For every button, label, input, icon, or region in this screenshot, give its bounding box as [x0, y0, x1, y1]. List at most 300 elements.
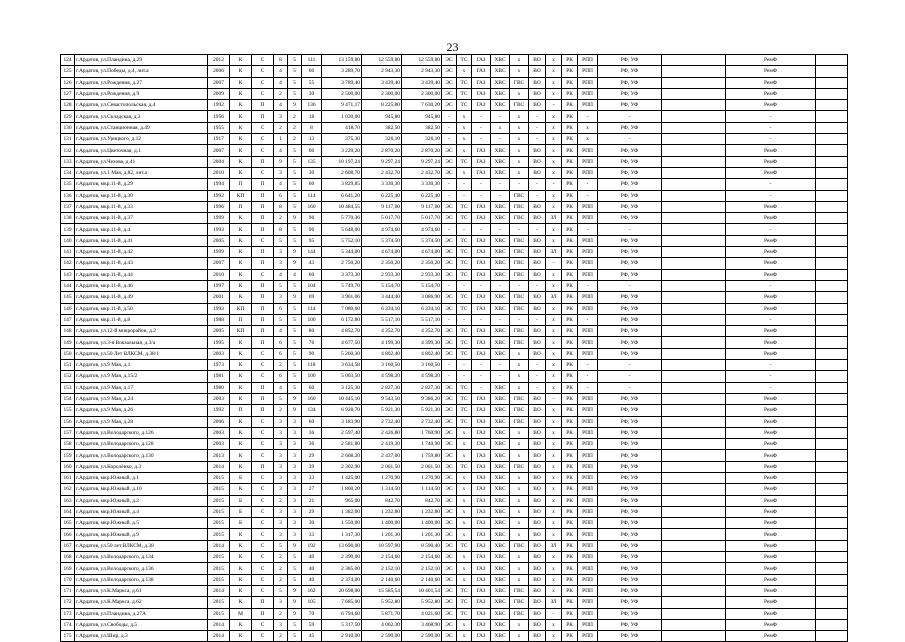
table-cell: 3 961,06	[322, 292, 362, 303]
table-cell: РФ, УФ	[598, 314, 662, 325]
table-cell: 8	[274, 201, 288, 212]
table-cell: 2003	[208, 348, 230, 359]
table-cell: ГАЗ	[472, 597, 491, 608]
table-cell: 5 952,80	[402, 597, 442, 608]
table-row	[61, 247, 848, 258]
table-cell: ВО	[529, 563, 546, 574]
table-cell: РФ, УФ	[598, 574, 662, 585]
address-cell: г.Ардатов, мкр.11-й, д.37	[75, 213, 208, 224]
row-number-cell: 131	[61, 134, 75, 145]
table-cell: ХВС	[491, 100, 510, 111]
table-cell: -	[726, 314, 816, 325]
table-cell: ГВС	[510, 326, 529, 337]
table-cell: ГАЗ	[472, 348, 491, 359]
table-cell: х	[457, 552, 472, 563]
table-cell: 2 390,00	[322, 552, 362, 563]
table-cell: РФ, УФ	[598, 439, 662, 450]
table-cell: РПП	[578, 348, 598, 359]
table-cell: РемФ	[726, 585, 816, 596]
table-cell: КП	[230, 190, 252, 201]
row-number-cell: 127	[61, 88, 75, 99]
table-cell: 1 382,00	[322, 506, 362, 517]
table-cell: ГАЗ	[472, 427, 491, 438]
table-cell: ГАЗ	[472, 145, 491, 156]
row-number-cell: 148	[61, 326, 75, 337]
table-cell: РК	[562, 337, 578, 348]
table-cell: РФ, УФ	[598, 563, 662, 574]
table-cell: х	[510, 484, 529, 495]
table-cell: РК	[562, 540, 578, 551]
table-cell: С	[252, 77, 274, 88]
table-cell: РФ, УФ	[598, 145, 662, 156]
table-cell: 2 437,00	[362, 450, 402, 461]
table-cell: 2	[274, 563, 288, 574]
table-cell: С	[252, 145, 274, 156]
table-cell: 3	[274, 247, 288, 258]
table-cell: х	[510, 371, 529, 382]
table-cell	[662, 608, 726, 619]
table-cell: РПП	[578, 258, 598, 269]
table-cell	[662, 303, 726, 314]
table-cell: 6	[274, 348, 288, 359]
table-cell	[662, 337, 726, 348]
row-number-cell: 167	[61, 540, 75, 551]
table-cell	[662, 563, 726, 574]
table-cell: 6	[274, 303, 288, 314]
table-cell: ГАЗ	[472, 405, 491, 416]
table-cell: РПП	[578, 608, 598, 619]
table-cell	[662, 518, 726, 529]
table-cell: х	[510, 450, 529, 461]
table-cell: 2004	[208, 156, 230, 167]
table-cell: РемФ	[726, 552, 816, 563]
table-row	[61, 371, 848, 382]
table-cell: ЭС	[442, 597, 457, 608]
table-cell: 2 750,20	[322, 258, 362, 269]
table-cell: К	[230, 427, 252, 438]
table-cell: РемФ	[726, 495, 816, 506]
table-cell: ЭС	[442, 382, 457, 393]
table-cell: 2 870,20	[362, 145, 402, 156]
table-cell: х	[510, 360, 529, 371]
table-cell: 105	[302, 597, 322, 608]
table-cell: ГВС	[510, 269, 529, 280]
table-cell: -	[578, 314, 598, 325]
table-cell: РПП	[578, 450, 598, 461]
table-cell: РК	[562, 518, 578, 529]
table-cell: С	[252, 235, 274, 246]
table-cell: -	[472, 382, 491, 393]
table-row	[61, 518, 848, 529]
table-cell: 9	[288, 405, 302, 416]
table-cell: -	[578, 382, 598, 393]
table-cell: П	[252, 201, 274, 212]
table-cell	[816, 495, 848, 506]
table-cell: 10 401,54	[402, 585, 442, 596]
table-cell: ГАЗ	[472, 540, 491, 551]
address-cell: г.Ардатов, ул.Победы, д.4, лит.а	[75, 66, 208, 77]
table-cell: 1980	[208, 382, 230, 393]
table-cell	[662, 179, 726, 190]
table-cell: 2 154,60	[362, 552, 402, 563]
table-cell: 3 160,50	[362, 360, 402, 371]
table-cell: С	[252, 88, 274, 99]
table-cell: 39	[302, 461, 322, 472]
table-cell	[816, 461, 848, 472]
table-cell: К	[230, 461, 252, 472]
table-cell: ГАЗ	[472, 326, 491, 337]
table-cell: 5	[274, 280, 288, 291]
table-cell: 3	[288, 472, 302, 483]
table-cell	[662, 631, 726, 642]
table-cell	[816, 382, 848, 393]
table-cell: К	[230, 111, 252, 122]
row-number-cell: 144	[61, 280, 75, 291]
table-row	[61, 416, 848, 427]
table-cell: х	[546, 156, 562, 167]
table-cell: 5 003,50	[322, 371, 362, 382]
table-cell	[662, 224, 726, 235]
table-row	[61, 134, 848, 145]
table-cell: 1973	[208, 360, 230, 371]
table-cell: 162	[302, 585, 322, 596]
table-row	[61, 235, 848, 246]
table-cell	[816, 529, 848, 540]
table-cell: РК	[562, 179, 578, 190]
table-cell: х	[546, 190, 562, 201]
table-cell: РК	[562, 167, 578, 178]
table-cell: ЭС	[442, 552, 457, 563]
table-cell: 5 260,30	[322, 348, 362, 359]
table-cell	[816, 506, 848, 517]
table-cell: -	[491, 314, 510, 325]
table-cell: 15 585,54	[362, 585, 402, 596]
address-cell: г.Ардатов, ул.Королёнко, д.3	[75, 461, 208, 472]
table-cell: РФ, УФ	[598, 506, 662, 517]
table-cell: РемФ	[726, 439, 816, 450]
table-cell: РК	[562, 224, 578, 235]
table-cell: ГАЗ	[472, 506, 491, 517]
table-cell: ЭС	[442, 563, 457, 574]
table-cell: ХВС	[491, 235, 510, 246]
row-number-cell: 174	[61, 619, 75, 630]
table-cell: 100	[302, 314, 322, 325]
table-cell: 2	[288, 122, 302, 133]
table-cell: 96	[302, 224, 322, 235]
table-cell: х	[457, 631, 472, 642]
table-cell: РемФ	[726, 77, 816, 88]
table-cell: 5 952,80	[362, 597, 402, 608]
table-cell: Б	[230, 506, 252, 517]
table-row	[61, 167, 848, 178]
table-cell: ВО	[529, 597, 546, 608]
table-row	[61, 77, 848, 88]
table-cell: х	[457, 450, 472, 461]
table-cell: х	[546, 427, 562, 438]
table-cell: х	[457, 472, 472, 483]
table-cell: -	[491, 280, 510, 291]
table-row	[61, 574, 848, 585]
table-cell: К	[230, 348, 252, 359]
table-cell: ГВС	[510, 540, 529, 551]
table-cell: 6 794,60	[322, 608, 362, 619]
table-cell: ТС	[457, 608, 472, 619]
table-cell: х	[510, 574, 529, 585]
row-number-cell: 146	[61, 303, 75, 314]
table-cell: ЭС	[442, 484, 457, 495]
table-cell: -	[457, 314, 472, 325]
table-row	[61, 563, 848, 574]
row-number-cell: 133	[61, 156, 75, 167]
table-cell: ГВС	[510, 608, 529, 619]
table-cell: -	[442, 134, 457, 145]
table-cell: 1 030,00	[322, 111, 362, 122]
table-cell: РК	[562, 100, 578, 111]
row-number-cell: 140	[61, 235, 75, 246]
table-cell: ХВС	[491, 540, 510, 551]
table-cell: РК	[562, 111, 578, 122]
table-cell: 2007	[208, 258, 230, 269]
table-cell: 135	[302, 156, 322, 167]
table-cell: -	[510, 314, 529, 325]
table-cell	[816, 179, 848, 190]
table-cell: РК	[562, 190, 578, 201]
table-cell: -	[578, 224, 598, 235]
row-number-cell: 173	[61, 608, 75, 619]
row-number-cell: 172	[61, 597, 75, 608]
table-cell: ЭС	[442, 529, 457, 540]
table-cell: 2015	[208, 552, 230, 563]
table-cell: -	[546, 393, 562, 404]
table-cell: 3	[288, 495, 302, 506]
table-cell: ЭС	[442, 88, 457, 99]
table-cell	[816, 393, 848, 404]
table-cell: ХВС	[491, 337, 510, 348]
row-number-cell: 132	[61, 145, 75, 156]
table-cell: х	[457, 111, 472, 122]
table-cell: П	[252, 258, 274, 269]
table-cell: ГВС	[510, 77, 529, 88]
table-cell: х	[546, 337, 562, 348]
table-cell: 4 062,30	[362, 619, 402, 630]
table-cell: К	[230, 122, 252, 133]
table-cell: РФ, УФ	[598, 484, 662, 495]
address-cell: г.Ардатов, ул.3-я Вокзальная, д.3/а	[75, 337, 208, 348]
table-cell: РК	[562, 382, 578, 393]
table-cell: 9	[288, 100, 302, 111]
table-cell: 3	[288, 529, 302, 540]
table-cell: 1999	[208, 213, 230, 224]
table-cell: РК	[562, 88, 578, 99]
table-cell: х	[546, 631, 562, 642]
table-cell: -	[726, 382, 816, 393]
table-cell	[662, 77, 726, 88]
table-cell: ВО	[529, 405, 546, 416]
table-cell	[816, 585, 848, 596]
table-cell: х	[546, 167, 562, 178]
table-cell: ВО	[529, 247, 546, 258]
address-cell: г.Ардатов, мкр.11-й, д.30	[75, 190, 208, 201]
table-cell: -	[529, 280, 546, 291]
table-cell: ГАЗ	[472, 518, 491, 529]
table-cell: РемФ	[726, 619, 816, 630]
table-cell: ВО	[529, 506, 546, 517]
table-cell: РемФ	[726, 529, 816, 540]
table-row	[61, 360, 848, 371]
table-cell: П	[252, 597, 274, 608]
table-cell: 2	[274, 631, 288, 642]
table-cell: РПП	[578, 100, 598, 111]
table-cell: 5	[288, 156, 302, 167]
table-cell: ТС	[457, 213, 472, 224]
table-cell: К	[230, 88, 252, 99]
table-cell: 5	[288, 88, 302, 99]
table-cell: ВО	[529, 427, 546, 438]
table-cell: 3	[288, 461, 302, 472]
table-cell	[662, 416, 726, 427]
table-cell: ХВС	[491, 247, 510, 258]
table-cell: -	[491, 134, 510, 145]
table-cell: С	[252, 416, 274, 427]
table-cell: 2013	[208, 450, 230, 461]
table-cell: 2003	[208, 427, 230, 438]
table-cell: ГВС	[510, 201, 529, 212]
table-cell: П	[252, 405, 274, 416]
address-cell: г.Ардатов, мкр.11-й, д.8	[75, 314, 208, 325]
table-cell: х	[510, 111, 529, 122]
table-cell: РК	[562, 597, 578, 608]
table-cell: 2015	[208, 608, 230, 619]
row-number-cell: 137	[61, 201, 75, 212]
table-cell: -	[529, 224, 546, 235]
table-cell: ХВС	[491, 145, 510, 156]
table-cell: 9	[288, 608, 302, 619]
table-cell: ТС	[457, 269, 472, 280]
table-cell: 2 943,30	[402, 66, 442, 77]
table-cell: -	[442, 111, 457, 122]
table-cell: 5 871,70	[362, 608, 402, 619]
table-cell: РФ, УФ	[598, 461, 662, 472]
table-cell: РПП	[578, 326, 598, 337]
table-cell	[816, 88, 848, 99]
table-cell	[816, 201, 848, 212]
table-cell: 13 159,80	[322, 55, 362, 66]
table-cell: -	[442, 179, 457, 190]
table-cell: ТС	[457, 156, 472, 167]
table-cell: К	[230, 529, 252, 540]
table-cell: ГВС	[510, 337, 529, 348]
table-cell: РПП	[578, 292, 598, 303]
table-cell: х	[546, 111, 562, 122]
row-number-cell: 170	[61, 574, 75, 585]
table-cell: РПП	[578, 145, 598, 156]
table-cell: х	[510, 122, 529, 133]
table-cell: РПП	[578, 201, 598, 212]
table-cell: РФ, УФ	[598, 585, 662, 596]
table-cell: -	[510, 224, 529, 235]
table-cell: х	[510, 55, 529, 66]
table-cell	[816, 540, 848, 551]
table-cell: РК	[562, 314, 578, 325]
address-cell: г.Ардатов, ул.Складская, д.3	[75, 111, 208, 122]
table-cell: 9 386,20	[402, 393, 442, 404]
table-cell: 4 802,40	[402, 348, 442, 359]
table-cell: С	[252, 540, 274, 551]
table-cell: 80	[302, 326, 322, 337]
table-cell	[816, 303, 848, 314]
table-cell: РК	[562, 427, 578, 438]
table-cell: -	[726, 371, 816, 382]
address-cell: г.Ардатов, ул.Станционная, д.49	[75, 122, 208, 133]
table-cell: П	[252, 303, 274, 314]
table-cell: 3	[288, 439, 302, 450]
table-cell: 4	[274, 179, 288, 190]
table-cell: П	[252, 179, 274, 190]
table-cell: ХВС	[491, 382, 510, 393]
table-cell: К	[230, 619, 252, 630]
table-cell: 1992	[208, 190, 230, 201]
table-cell: ВО	[529, 574, 546, 585]
table-cell: ТС	[457, 540, 472, 551]
table-cell	[662, 439, 726, 450]
table-cell: М	[230, 608, 252, 619]
table-cell: ГАЗ	[472, 461, 491, 472]
table-cell: ГАЗ	[472, 100, 491, 111]
table-cell	[662, 405, 726, 416]
table-cell: РК	[562, 529, 578, 540]
table-cell: ГВС	[510, 213, 529, 224]
table-cell: РемФ	[726, 574, 816, 585]
table-cell: х	[546, 506, 562, 517]
table-cell: ГАЗ	[472, 484, 491, 495]
table-cell: РК	[562, 145, 578, 156]
table-cell: -	[726, 111, 816, 122]
table-cell: -	[726, 280, 816, 291]
table-cell: ЭС	[442, 427, 457, 438]
table-cell: ЗЛ	[546, 213, 562, 224]
table-cell: 3	[274, 472, 288, 483]
table-cell: 43	[302, 258, 322, 269]
table-cell: ГАЗ	[472, 450, 491, 461]
table-cell: ГАЗ	[472, 619, 491, 630]
table-cell: 2 374,00	[322, 574, 362, 585]
table-cell: РемФ	[726, 235, 816, 246]
row-number-cell: 171	[61, 585, 75, 596]
row-number-cell: 145	[61, 292, 75, 303]
table-cell: С	[252, 55, 274, 66]
table-cell: х	[457, 518, 472, 529]
address-cell: г.Ардатов, мкр.Южный, д.10	[75, 484, 208, 495]
table-cell: РК	[562, 484, 578, 495]
table-cell: ВО	[529, 608, 546, 619]
table-cell: 2	[288, 111, 302, 122]
table-cell: 3	[274, 450, 288, 461]
table-cell: П	[252, 224, 274, 235]
table-cell: ГАЗ	[472, 303, 491, 314]
table-row	[61, 145, 848, 156]
table-cell: х	[491, 122, 510, 133]
table-cell	[662, 461, 726, 472]
table-cell: 2 732,40	[402, 416, 442, 427]
table-cell: 3	[274, 416, 288, 427]
table-cell: ХВС	[491, 518, 510, 529]
table-cell: ЭС	[442, 145, 457, 156]
table-cell: 3	[288, 416, 302, 427]
table-cell: С	[252, 631, 274, 642]
table-cell: П	[252, 156, 274, 167]
table-cell: 9 471,17	[322, 100, 362, 111]
table-cell	[816, 427, 848, 438]
